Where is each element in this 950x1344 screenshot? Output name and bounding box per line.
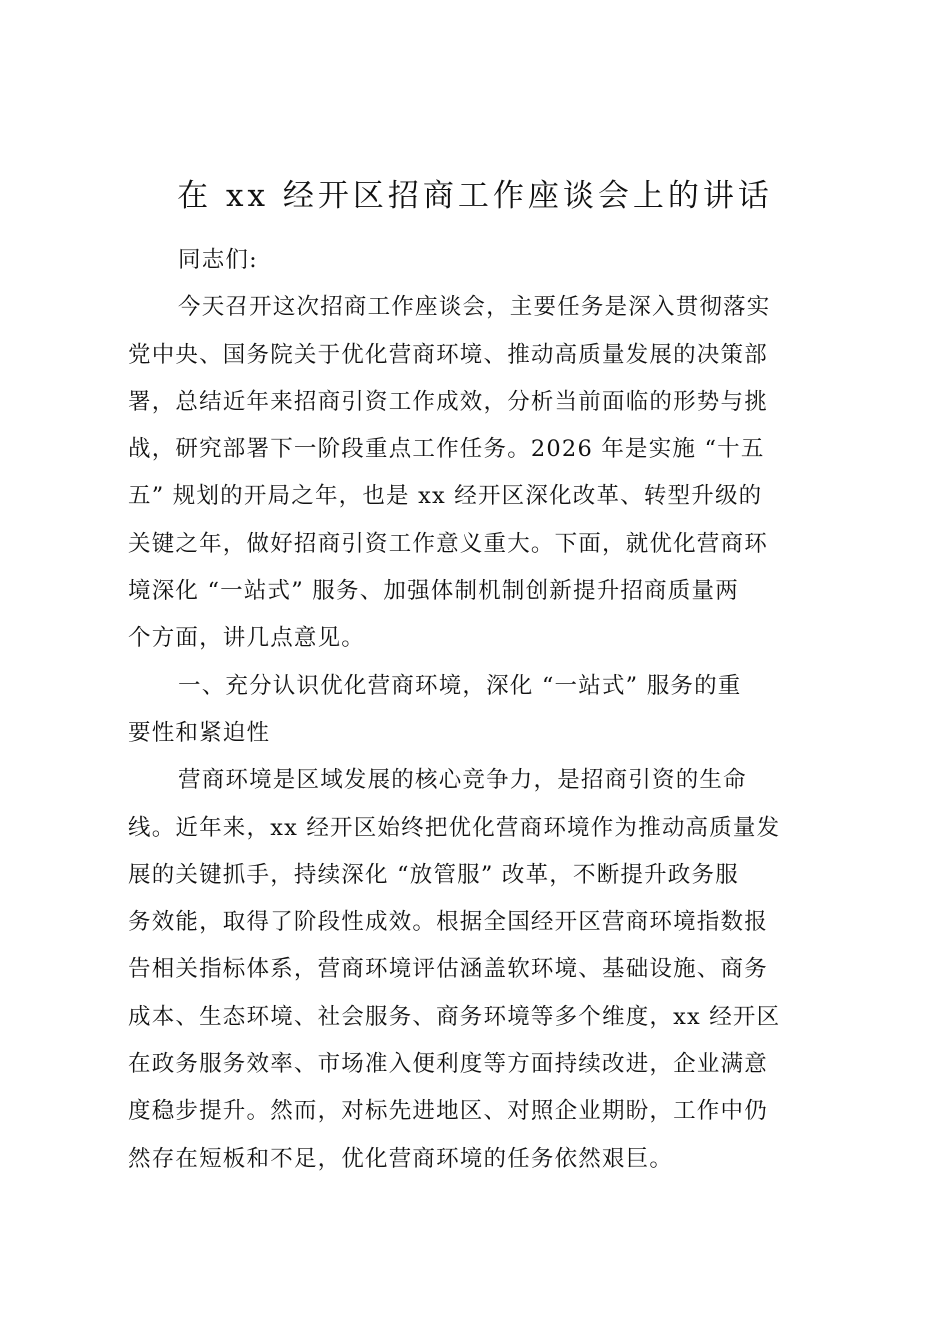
- paragraph-line: 成本、生态环境、社会服务、商务环境等多个维度，xx 经开区: [128, 1003, 781, 1030]
- paragraph-line: 署，总结近年来招商引资工作成效，分析当前面临的形势与挑: [128, 388, 768, 415]
- paragraph-line: 线。近年来，xx 经开区始终把优化营商环境作为推动高质量发: [128, 814, 781, 841]
- section-heading-line: 要性和紧迫性: [128, 719, 271, 746]
- paragraph-line: 然存在短板和不足，优化营商环境的任务依然艰巨。: [128, 1145, 674, 1172]
- paragraph-line: 度稳步提升。然而，对标先进地区、对照企业期盼，工作中仍: [128, 1098, 768, 1125]
- document-title: 在 xx 经开区招商工作座谈会上的讲话: [177, 178, 773, 214]
- paragraph-line: 党中央、国务院关于优化营商环境、推动高质量发展的决策部: [128, 341, 768, 368]
- paragraph-line: 展的关键抓手，持续深化 “放管服” 改革，不断提升政务服: [128, 861, 739, 888]
- paragraph-line: 战，研究部署下一阶段重点工作任务。2026 年是实施 “十五: [128, 436, 765, 463]
- salutation-line: 同志们:: [178, 247, 258, 273]
- paragraph-line: 告相关指标体系，营商环境评估涵盖软环境、基础设施、商务: [128, 956, 768, 983]
- paragraph-line: 在政务服务效率、市场准入便利度等方面持续改进，企业满意: [128, 1051, 768, 1078]
- document-body: [128, 237, 828, 1183]
- section-heading-line: 一、充分认识优化营商环境，深化 “一站式” 服务的重: [178, 672, 742, 699]
- paragraph-line: 务效能，取得了阶段性成效。根据全国经开区营商环境指数报: [128, 909, 768, 936]
- paragraph-line: 五” 规划的开局之年，也是 xx 经开区深化改革、转型升级的: [128, 483, 763, 510]
- paragraph-line: 今天召开这次招商工作座谈会，主要任务是深入贯彻落实: [178, 294, 771, 321]
- paragraph-line: 营商环境是区域发展的核心竞争力，是招商引资的生命: [178, 767, 747, 794]
- paragraph-line: 关键之年，做好招商引资工作意义重大。下面，就优化营商环: [128, 530, 768, 557]
- paragraph-line: 个方面，讲几点意见。: [128, 625, 366, 652]
- paragraph-line: 境深化 “一站式” 服务、加强体制机制创新提升招商质量两: [128, 578, 739, 605]
